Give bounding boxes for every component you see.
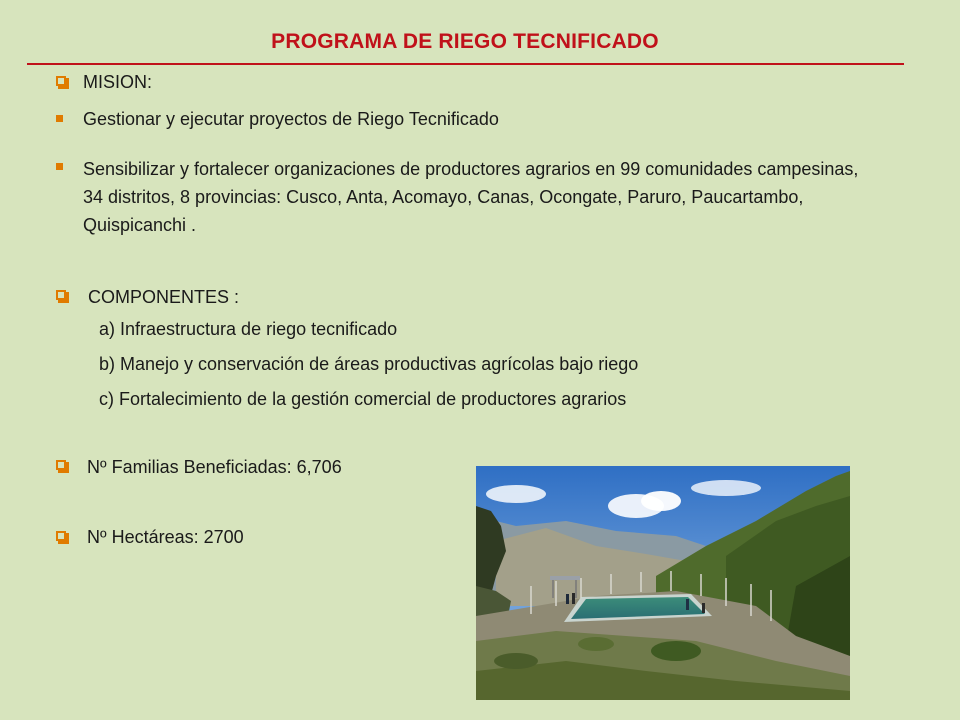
checkbox-bullet-icon <box>56 531 66 541</box>
mision-heading: MISION: <box>83 72 153 92</box>
hectareas: Nº Hectáreas: 2700 <box>87 527 244 547</box>
reservoir-photo <box>476 466 850 700</box>
checkbox-bullet-icon <box>56 76 66 86</box>
square-bullet-icon <box>56 115 63 122</box>
componentes-heading: COMPONENTES : <box>88 287 240 307</box>
mision-item-2: Sensibilizar y fortalecer organizaciones de productores agrarios en 99 comunidades campesinas, 34 distritos, 8 provincias: Cusco, Anta, Acomayo, Canas, Ocongate, Paruro, Paucartambo, Quispicanchi . <box>83 159 859 235</box>
checkbox-bullet-icon <box>56 460 66 470</box>
square-bullet-icon <box>56 163 63 170</box>
page-title: PROGRAMA DE RIEGO TECNIFICADO <box>271 30 659 53</box>
mision-item-1: Gestionar y ejecutar proyectos de Riego Tecnificado <box>83 109 499 129</box>
familias-beneficiadas: Nº Familias Beneficiadas: 6,706 <box>87 457 342 477</box>
componente-item-a: a) Infraestructura de riego tecnificado <box>99 319 398 339</box>
title-divider <box>27 63 904 65</box>
componente-item-c: c) Fortalecimiento de la gestión comercial de productores agrarios <box>99 389 627 409</box>
componente-item-b: b) Manejo y conservación de áreas productivas agrícolas bajo riego <box>99 354 639 374</box>
checkbox-bullet-icon <box>56 290 66 300</box>
